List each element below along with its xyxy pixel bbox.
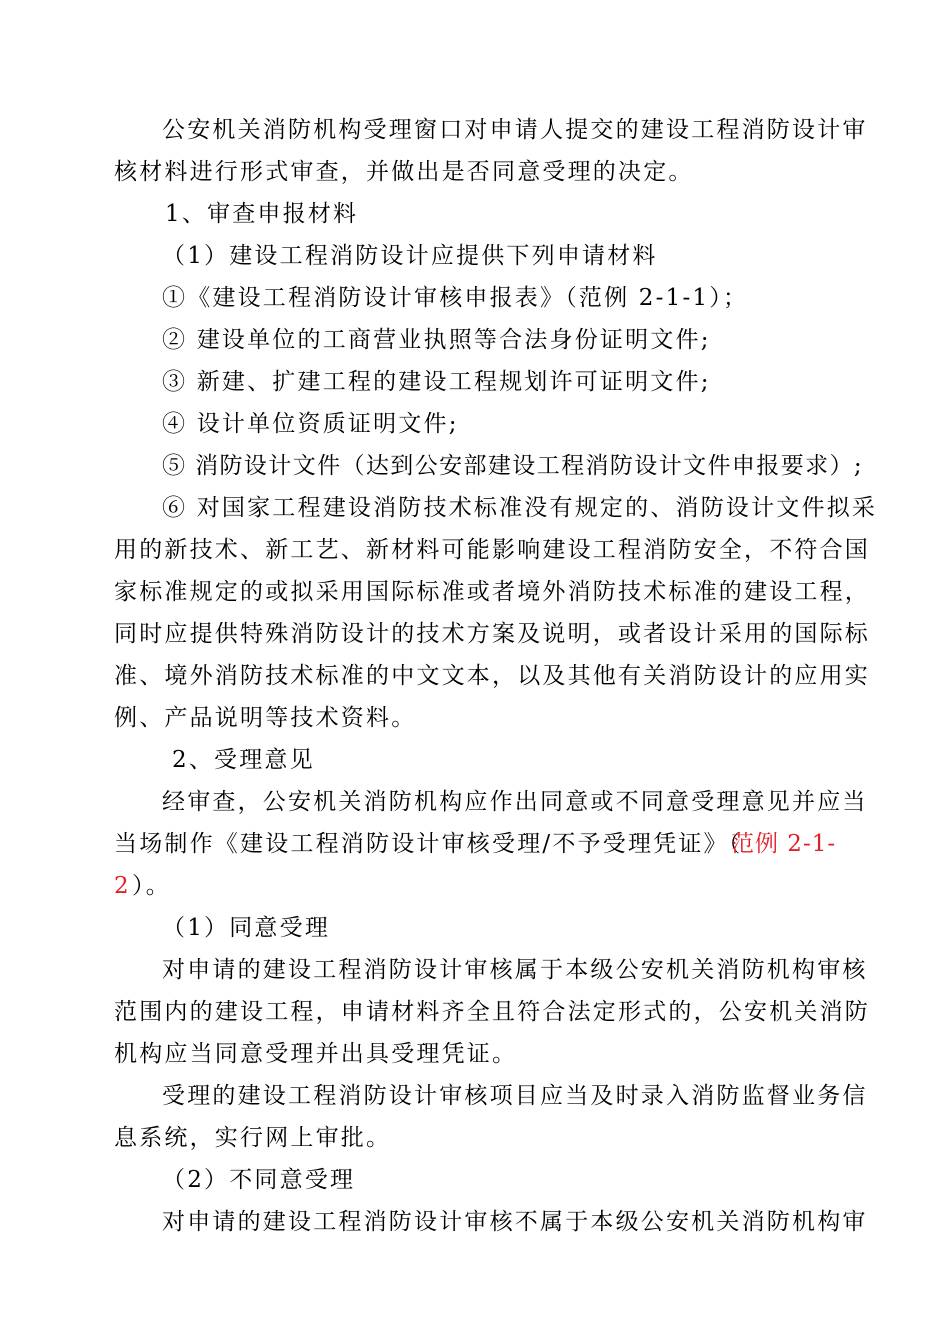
paragraph-line: 当场制作《建设工程消防设计审核受理/不予受理凭证》（ (114, 831, 743, 857)
paragraph-line: 经审查，公安机关消防机构应作出同意或不同意受理意见并应当 (162, 789, 868, 815)
list-item: ①《建设工程消防设计审核申报表》（范例 2-1-1）； (162, 285, 749, 311)
list-item: ⑥ 对国家工程建设消防技术标准没有规定的、消防设计文件拟采 (162, 495, 878, 521)
paragraph-line: 例、产品说明等技术资料。 (114, 705, 417, 731)
paragraph-line: 受理的建设工程消防设计审核项目应当及时录入消防监督业务信 (162, 1083, 868, 1109)
example-reference-link[interactable]: 范例 2-1- (731, 831, 837, 857)
paragraph-line: 家标准规定的或拟采用国际标准或者境外消防技术标准的建设工程， (114, 579, 870, 605)
paragraph-line: 对申请的建设工程消防设计审核属于本级公安机关消防机构审核 (162, 957, 868, 983)
paragraph-line: 机构应当同意受理并出具受理凭证。 (114, 1041, 518, 1067)
paragraph-line: 用的新技术、新工艺、新材料可能影响建设工程消防安全，不符合国 (114, 537, 870, 563)
subsection-heading: （1）同意受理 (162, 915, 331, 941)
paragraph-line: 范围内的建设工程，申请材料齐全且符合法定形式的，公安机关消防 (114, 999, 870, 1025)
section-heading: 2、受理意见 (172, 747, 315, 773)
list-item: ② 建设单位的工商营业执照等合法身份证明文件; (162, 327, 711, 353)
paragraph-line: 准、境外消防技术标准的中文文本，以及其他有关消防设计的应用实 (114, 663, 870, 689)
list-item: ⑤ 消防设计文件（达到公安部建设工程消防设计文件申报要求）; (162, 453, 864, 479)
section-heading: 1、审查申报材料 (165, 201, 359, 227)
paragraph-line: 核材料进行形式审查，并做出是否同意受理的决定。 (114, 159, 694, 185)
list-item: ③ 新建、扩建工程的建设工程规划许可证明文件; (162, 369, 711, 395)
subsection-heading: （1）建设工程消防设计应提供下列申请材料 (162, 243, 658, 269)
paragraph-line: 同时应提供特殊消防设计的技术方案及说明，或者设计采用的国际标 (114, 621, 870, 647)
subsection-heading: （2）不同意受理 (162, 1167, 356, 1193)
paragraph-line: 公安机关消防机构受理窗口对申请人提交的建设工程消防设计审 (162, 117, 868, 143)
list-item: ④ 设计单位资质证明文件; (162, 411, 459, 437)
paragraph-line: 对申请的建设工程消防设计审核不属于本级公安机关消防机构审 (162, 1209, 868, 1235)
example-reference-link[interactable]: 2 (114, 873, 129, 899)
paragraph-line: ）。 (132, 873, 171, 899)
paragraph-line: 息系统，实行网上审批。 (114, 1125, 392, 1151)
